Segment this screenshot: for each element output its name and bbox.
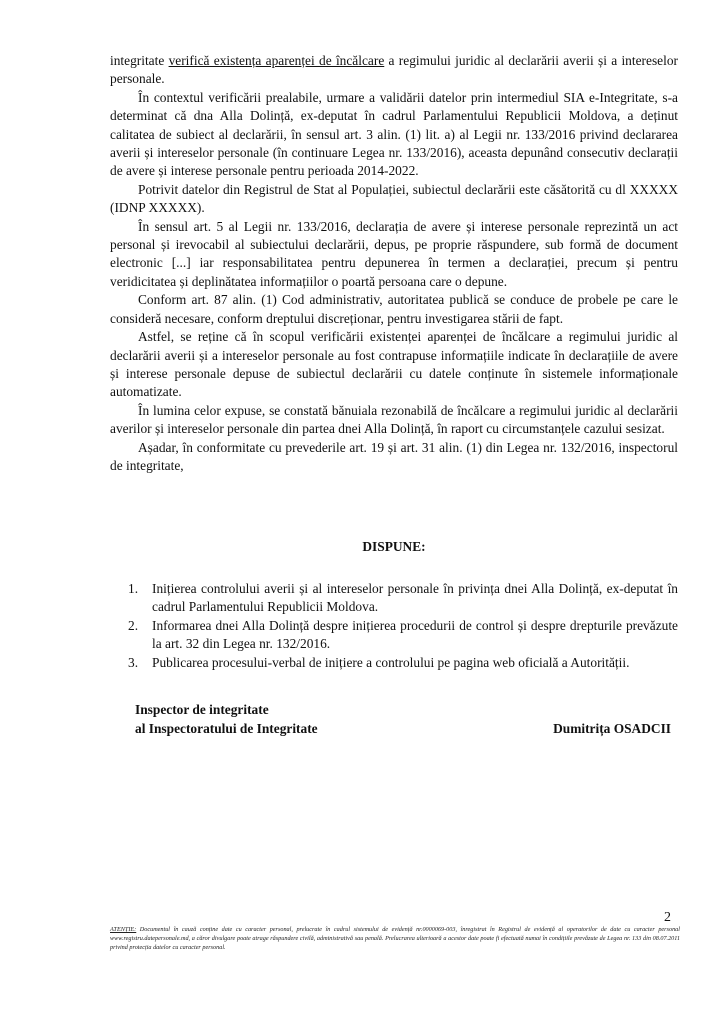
paragraph-conclusion: Așadar, în conformitate cu prevederile art. 19 și art. 31 alin. (1) din Legea nr. 132/2016, inspectorul de integritate, xyxy=(110,439,678,473)
dispune-heading: DISPUNE: xyxy=(362,539,426,554)
list-item-text: Inițierea controlului averii și al intereselor personale în privința dnei Alla Dolință, ex-deputat în cadrul Parlamentului Republicii Moldova. xyxy=(152,581,678,615)
intro-text-a: integritate xyxy=(110,53,169,68)
paragraph-suspicion: În lumina celor expuse, se constată bănuiala rezonabilă de încălcare a regimului juridic al declarării averilor și intereselor personale din partea dnei Alla Dolință, în raport cu circumstanțele cazului sesizat. xyxy=(110,402,678,437)
list-item-text: Publicarea procesului-verbal de inițiere a controlului pe pagina web oficială a Autorității. xyxy=(152,654,630,670)
list-item xyxy=(110,580,678,617)
dispositions-list xyxy=(110,580,678,672)
page-number: 2 xyxy=(664,910,671,925)
signatory-title-line1: Inspector de integritate xyxy=(135,702,269,717)
list-item xyxy=(110,617,678,654)
paragraph-intro xyxy=(110,52,678,89)
list-item-number: 3. xyxy=(128,654,139,670)
list-item xyxy=(110,654,678,672)
footer-text: Documentul în cauză conține date cu caracter personal, prelucrate în cadrul sistemului de evidență nr.0000069-003, înregistrat în Registrul de evidență al operatorilor de date cu caracter personal www.registru.datepersonale.md, a căror divulgare poate atrage răspundere civilă, administrativă sau penală. Prelucrarea ulterioară a acestor date poate fi efectuată numai în condițiile prevăzute de Legea nr. 133 din 08.07.2011 privind protecția datelor cu caracter personal. xyxy=(110,926,680,952)
intro-text-c: a regimului juridic al declarării averii și a intereselor personale. xyxy=(110,53,678,87)
intro-underlined-text: verifică existența aparenței de încălcare xyxy=(168,53,385,68)
body-text xyxy=(110,52,678,475)
paragraph-verification: În contextul verificării prealabile, urmare a validării datelor prin intermediul SIA e-Integritate, s-a determinat că dna Alla Dolință, ex-deputat în cadrul Parlamentului Republicii Moldova, a deținut calitatea de subiect al declarării, în sensul art. 3 alin. (1) lit. a) al Legii nr. 133/2016 privind declararea averii și intereselor personale (în continuare Legea nr. 133/2016), aceasta depunând consecutiv declarații de avere și interese personale pentru perioada 2014-2022. xyxy=(110,89,678,179)
list-item-number: 1. xyxy=(128,581,139,596)
paragraph-comparison: Astfel, se reține că în scopul verificării existenței aparenței de încălcare a regimului juridic al declarării averii și a intereselor personale au fost contrapuse informațiile indicate în declarațiile de avere și interese personale depuse de subiectul declarării cu datele conținute în sistemele informaționale automatizate. xyxy=(110,329,678,400)
signatory-name: Dumitrița OSADCII xyxy=(553,721,671,736)
signatory-title xyxy=(135,700,318,738)
paragraph-art5: În sensul art. 5 al Legii nr. 133/2016, declarația de avere și interese personale reprezintă un act personal și irevocabil al subiectului declarării, depus, pe proprie răspundere, sub formă de document electronic [...] iar responsabilitatea pentru depunerea în termen a declarației, precum și pentru veridicitatea și deplinătatea informațiilor o poartă persoana care o depune. xyxy=(110,218,678,289)
list-item-text: Informarea dnei Alla Dolință despre inițierea procedurii de control și despre drepturile prevăzute la art. 32 din Legea nr. 132/2016. xyxy=(152,617,678,652)
footer-label: ATENȚIE: xyxy=(110,926,137,933)
footer-notice xyxy=(110,925,680,953)
signatory-title-line2: al Inspectoratului de Integritate xyxy=(135,721,318,736)
paragraph-art87: Conform art. 87 alin. (1) Cod administrativ, autoritatea publică se conduce de probele pe care le consideră necesare, conform dreptului discreționar, pentru investigarea stării de fapt. xyxy=(110,292,678,326)
list-item-number: 2. xyxy=(128,617,139,633)
paragraph-registry: Potrivit datelor din Registrul de Stat al Populației, subiectul declarării este căsătorită cu dl XXXXX (IDNP XXXXX). xyxy=(110,181,678,216)
